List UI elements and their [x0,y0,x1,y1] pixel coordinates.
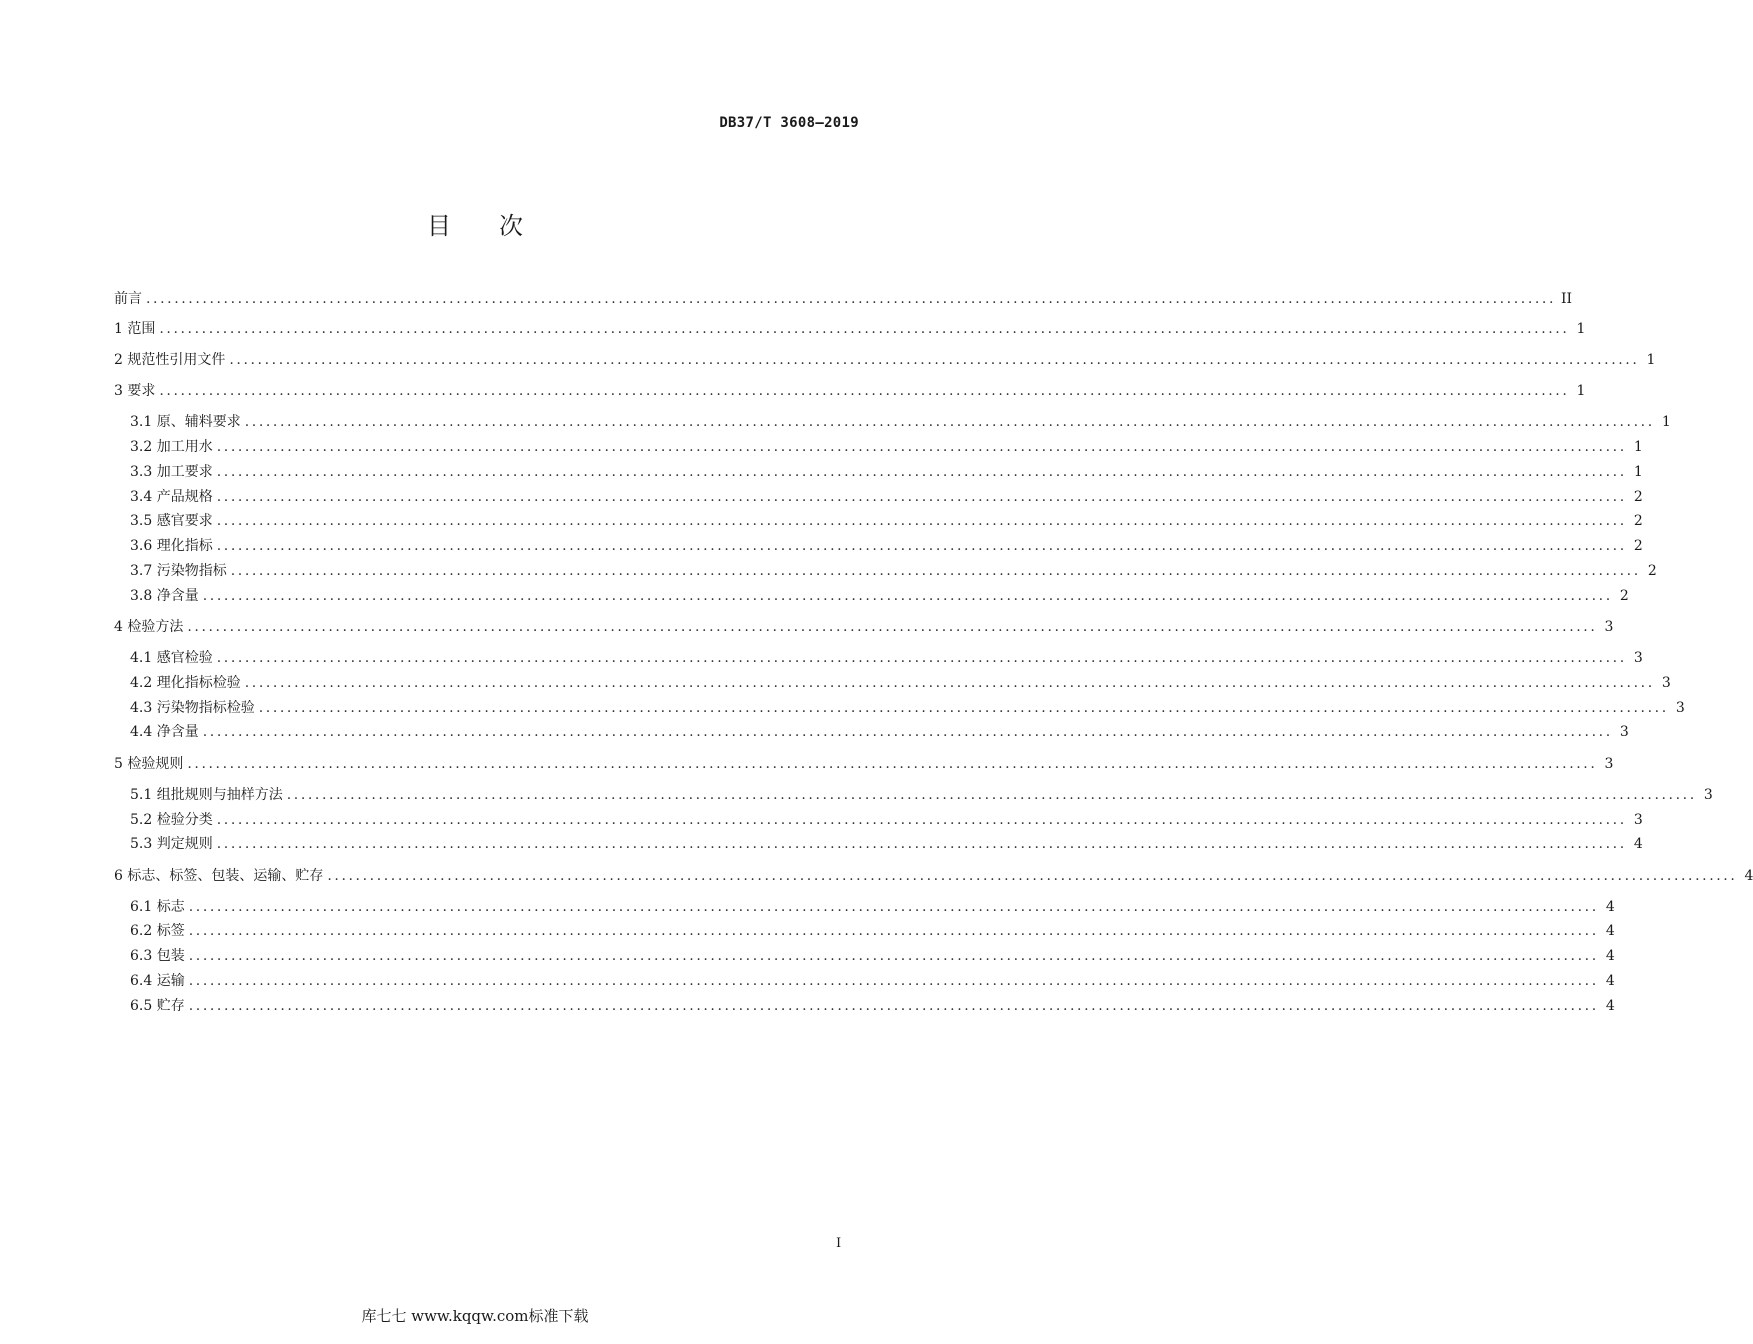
toc-subentry[interactable] [130,510,1643,532]
leader-dots: ........................................................................................................................................................................................................ [229,352,1640,368]
leader-dots: ........................................................................................................................................................................................................ [216,464,1627,480]
toc-entry-label: 6.4 运输 [130,973,185,989]
toc-entry-page: 4 [1633,836,1643,852]
toc-entry-label: 4.2 理化指标检验 [130,675,241,691]
leader-dots: ........................................................................................................................................................................................................ [216,439,1627,455]
leader-dots: ........................................................................................................................................................................................................ [188,973,1599,989]
toc-entry-label: 5.3 判定规则 [130,836,213,852]
toc-entry-page: 3 [1633,650,1643,666]
toc-title: 目次 [427,212,571,240]
leader-dots: ........................................................................................................................................................................................................ [202,724,1613,740]
toc-entry-page: 1 [1646,352,1656,368]
leader-dots: ........................................................................................................................................................................................................ [244,675,1655,691]
toc-entry[interactable] [114,753,1614,775]
leader-dots: ........................................................................................................................................................................................................ [216,538,1627,554]
toc-entry-label: 1 范围 [114,321,156,337]
toc-entry-label: 3.2 加工用水 [130,439,213,455]
toc-entry-label: 3 要求 [114,383,156,399]
leader-dots: ........................................................................................................................................................................................................ [188,948,1599,964]
leader-dots: ........................................................................................................................................................................................................ [216,489,1627,505]
toc-entry-label: 4 检验方法 [114,619,184,635]
toc-entry-label: 3.5 感官要求 [130,513,213,529]
toc-subentry[interactable] [130,585,1629,607]
toc-subentry[interactable] [130,995,1615,1017]
toc-entry-page: 4 [1605,948,1615,964]
toc-entry-label: 3.3 加工要求 [130,464,213,480]
leader-dots: ........................................................................................................................................................................................................ [216,650,1627,666]
toc-entry-label: 5.2 检验分类 [130,812,213,828]
toc-entry-page: 1 [1576,321,1586,337]
toc-subentry[interactable] [130,672,1671,694]
toc-entry-label: 6.2 标签 [130,923,185,939]
toc-entry-label: 6.3 包装 [130,948,185,964]
toc-entry-label: 4.3 污染物指标检验 [130,700,255,716]
toc-subentry[interactable] [130,896,1615,918]
toc-entry-label: 5 检验规则 [114,756,184,772]
toc-entry-label: 3.8 净含量 [130,588,199,604]
toc-entry-label: 前言 [114,291,142,307]
leader-dots: ........................................................................................................................................................................................................ [230,563,1641,579]
toc-entry-label: 4.4 净含量 [130,724,199,740]
toc-entry-page: 2 [1633,513,1643,529]
toc-subentry[interactable] [130,535,1643,557]
toc-entry-label: 6 标志、标签、包装、运输、贮存 [114,868,324,884]
leader-dots: ........................................................................................................................................................................................................ [159,321,1570,337]
toc-entry-page: 4 [1605,899,1615,915]
toc-subentry[interactable] [130,784,1713,806]
toc-entry-label: 3.7 污染物指标 [130,563,227,579]
toc-entry-label: 3.4 产品规格 [130,489,213,505]
toc-subentry[interactable] [130,697,1685,719]
toc-entry-label: 5.1 组批规则与抽样方法 [130,787,283,803]
toc-entry-page: 1 [1633,464,1643,480]
toc-subentry[interactable] [130,560,1657,582]
toc-entry-page: 3 [1604,619,1614,635]
toc-entry-page: 3 [1619,724,1629,740]
toc-entry[interactable] [114,865,1753,887]
toc-entry-page: 2 [1619,588,1629,604]
toc-entry-label: 6.5 贮存 [130,998,185,1014]
toc-entry-page: II [1560,291,1573,307]
toc-entry-page: 1 [1576,383,1586,399]
toc-entry-page: 4 [1605,923,1615,939]
toc-subentry[interactable] [130,647,1643,669]
leader-dots: ........................................................................................................................................................................................................ [286,787,1697,803]
toc-entry-label: 3.6 理化指标 [130,538,213,554]
toc-subentry[interactable] [130,920,1615,942]
toc-subentry[interactable] [130,411,1671,433]
toc-entry-page: 2 [1647,563,1657,579]
toc-entry-page: 4 [1605,998,1615,1014]
leader-dots: ........................................................................................................................................................................................................ [187,756,1598,772]
toc-entry-label: 6.1 标志 [130,899,185,915]
leader-dots: ........................................................................................................................................................................................................ [146,291,1557,307]
toc-subentry[interactable] [130,721,1629,743]
leader-dots: ........................................................................................................................................................................................................ [327,868,1738,884]
standard-code: DB37/T 3608—2019 [719,115,859,131]
toc-entry-page: 3 [1675,700,1685,716]
toc-entry-label: 3.1 原、辅料要求 [130,414,241,430]
leader-dots: ........................................................................................................................................................................................................ [188,923,1599,939]
toc-entry[interactable] [114,349,1656,371]
toc-subentry[interactable] [130,833,1643,855]
leader-dots: ........................................................................................................................................................................................................ [188,899,1599,915]
leader-dots: ........................................................................................................................................................................................................ [159,383,1570,399]
toc-entry-page: 3 [1661,675,1671,691]
leader-dots: ........................................................................................................................................................................................................ [216,836,1627,852]
toc-entry-label: 4.1 感官检验 [130,650,213,666]
toc-subentry[interactable] [130,945,1615,967]
toc-subentry[interactable] [130,461,1643,483]
toc-subentry[interactable] [130,436,1643,458]
leader-dots: ........................................................................................................................................................................................................ [187,619,1598,635]
leader-dots: ........................................................................................................................................................................................................ [188,998,1599,1014]
toc-subentry[interactable] [130,970,1615,992]
toc-entry-page: 1 [1633,439,1643,455]
toc-entry[interactable] [114,380,1586,402]
toc-subentry[interactable] [130,809,1643,831]
leader-dots: ........................................................................................................................................................................................................ [244,414,1655,430]
toc-subentry[interactable] [130,486,1643,508]
toc-entry-page: 2 [1633,538,1643,554]
toc-entry-page: 2 [1633,489,1643,505]
toc-entry-label: 2 规范性引用文件 [114,352,226,368]
footer-watermark: 库七七 www.kqqw.com标准下载 [361,1307,589,1325]
toc-entry-page: 4 [1744,868,1753,884]
leader-dots: ........................................................................................................................................................................................................ [216,812,1627,828]
toc-entry-page: 3 [1604,756,1614,772]
toc-entry-page: 3 [1633,812,1643,828]
leader-dots: ........................................................................................................................................................................................................ [216,513,1627,529]
toc-entry[interactable] [114,318,1586,340]
toc-entry-page: 4 [1605,973,1615,989]
page-number: I [836,1236,842,1251]
toc-entry-page: 1 [1661,414,1671,430]
leader-dots: ........................................................................................................................................................................................................ [202,588,1613,604]
leader-dots: ........................................................................................................................................................................................................ [258,700,1669,716]
toc-entry[interactable] [114,616,1614,638]
toc-entry-page: 3 [1703,787,1713,803]
toc-entry[interactable] [114,288,1573,310]
